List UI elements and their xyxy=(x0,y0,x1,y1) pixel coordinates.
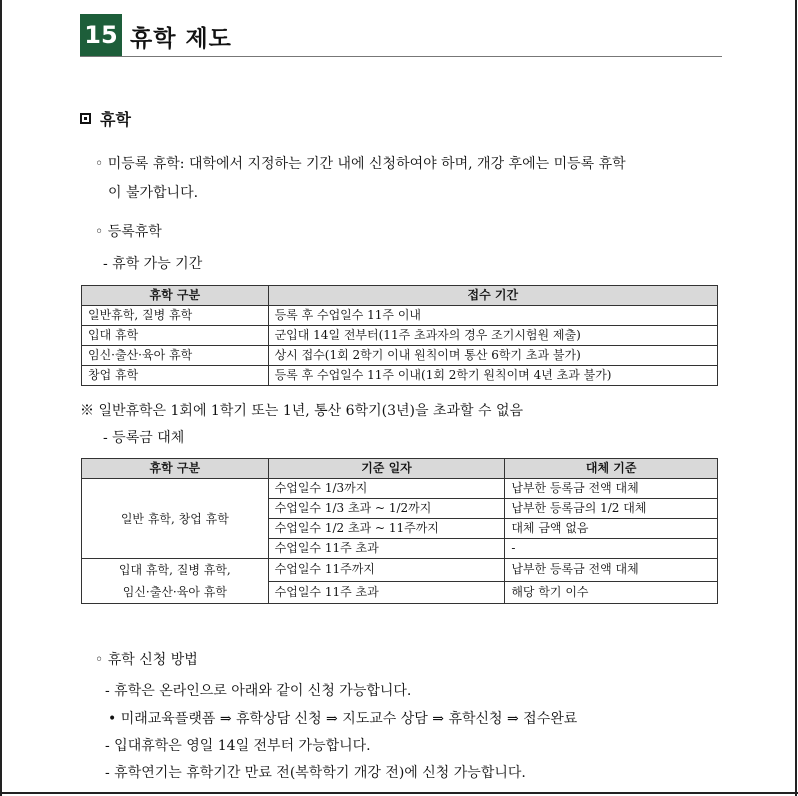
section-heading xyxy=(80,107,131,130)
leave-type-group-cell xyxy=(82,479,269,559)
table-cell: 수업일수 1/2 초과 ~ 11주까지 xyxy=(268,519,505,539)
table-cell: - xyxy=(505,539,718,559)
table-row xyxy=(82,326,718,346)
table-cell: 군입대 14일 전부터(11주 초과자의 경우 조기시험원 제출) xyxy=(268,326,717,346)
table-cell: 임신·출산·육아 휴학 xyxy=(82,346,269,366)
table-header-row xyxy=(82,459,718,479)
leave-type-group-cell xyxy=(82,559,269,604)
registered-leave-heading: ◦ 등록휴학 xyxy=(95,224,162,240)
table-header-cell: 휴학 구분 xyxy=(82,459,269,479)
page-border-right xyxy=(795,0,797,796)
table-header-cell: 휴학 구분 xyxy=(82,286,269,306)
page-border-bottom xyxy=(0,792,798,794)
table-row xyxy=(82,346,718,366)
square-bullet-icon xyxy=(80,113,91,124)
table-row xyxy=(82,479,718,499)
leave-limit-note: ※ 일반휴학은 1회에 1학기 또는 1년, 통산 6학기(3년)을 초과할 수 없음 xyxy=(80,403,523,419)
table-row xyxy=(82,559,718,582)
apply-method-heading: ◦ 휴학 신청 방법 xyxy=(95,652,198,668)
table-cell: 창업 휴학 xyxy=(82,366,269,386)
table-row xyxy=(82,306,718,326)
apply-procedure-line: • 미래교육플랫폼 ⇒ 휴학상담 신청 ⇒ 지도교수 상담 ⇒ 휴학신청 ⇒ 접수완료 xyxy=(108,711,578,727)
table-cell: 납부한 등록금 전액 대체 xyxy=(505,479,718,499)
table-cell: 수업일수 1/3까지 xyxy=(268,479,505,499)
intro-line-2: 이 불가합니다. xyxy=(108,185,199,201)
group-label-line: 입대 휴학, 질병 휴학, xyxy=(118,563,231,577)
tuition-substitution-table xyxy=(81,458,718,604)
table-cell: 수업일수 11주까지 xyxy=(268,559,505,582)
table-cell: 수업일수 11주 초과 xyxy=(268,539,505,559)
tuition-substitution-subheading: - 등록금 대체 xyxy=(103,430,185,446)
table-header-row xyxy=(82,286,718,306)
table-cell: 납부한 등록금 전액 대체 xyxy=(505,559,718,582)
chapter-title: 휴학 제도 xyxy=(130,26,232,52)
table-cell: 해당 학기 이수 xyxy=(505,581,718,604)
section-title: 휴학 xyxy=(100,110,131,129)
group-label-line: 일반 휴학, 창업 휴학 xyxy=(120,511,229,526)
table-row xyxy=(82,366,718,386)
table-cell: 수업일수 11주 초과 xyxy=(268,581,505,604)
page-border-left xyxy=(0,0,2,796)
table-header-cell: 접수 기간 xyxy=(268,286,717,306)
table-cell: 상시 접수(1회 2학기 이내 원칙이며 통산 6학기 초과 불가) xyxy=(268,346,717,366)
table-header-cell: 대체 기준 xyxy=(505,459,718,479)
leave-period-subheading: - 휴학 가능 기간 xyxy=(103,256,203,272)
apply-line: - 휴학은 온라인으로 아래와 같이 신청 가능합니다. xyxy=(105,683,412,699)
table-cell: 수업일수 1/3 초과 ~ 1/2까지 xyxy=(268,499,505,519)
leave-period-table xyxy=(81,285,718,386)
apply-line: - 입대휴학은 영일 14일 전부터 가능합니다. xyxy=(105,738,371,754)
table-cell: 입대 휴학 xyxy=(82,326,269,346)
table-cell: 일반휴학, 질병 휴학 xyxy=(82,306,269,326)
table-header-cell: 기준 일자 xyxy=(268,459,505,479)
table-cell: 대체 금액 없음 xyxy=(505,519,718,539)
table-cell: 등록 후 수업일수 11주 이내(1회 2학기 원칙이며 4년 초과 불가) xyxy=(268,366,717,386)
table-cell: 등록 후 수업일수 11주 이내 xyxy=(268,306,717,326)
table-cell: 납부한 등록금의 1/2 대체 xyxy=(505,499,718,519)
intro-line-1: ◦ 미등록 휴학: 대학에서 지정하는 기간 내에 신청하여야 하며, 개강 후에는 미등록 휴학 xyxy=(95,156,626,172)
apply-line: - 휴학연기는 휴학기간 만료 전(복학학기 개강 전)에 신청 가능합니다. xyxy=(105,765,526,781)
group-label-line: 임신·출산·육아 휴학 xyxy=(122,585,227,599)
chapter-divider xyxy=(80,56,722,57)
chapter-number-badge: 15 xyxy=(80,14,122,56)
